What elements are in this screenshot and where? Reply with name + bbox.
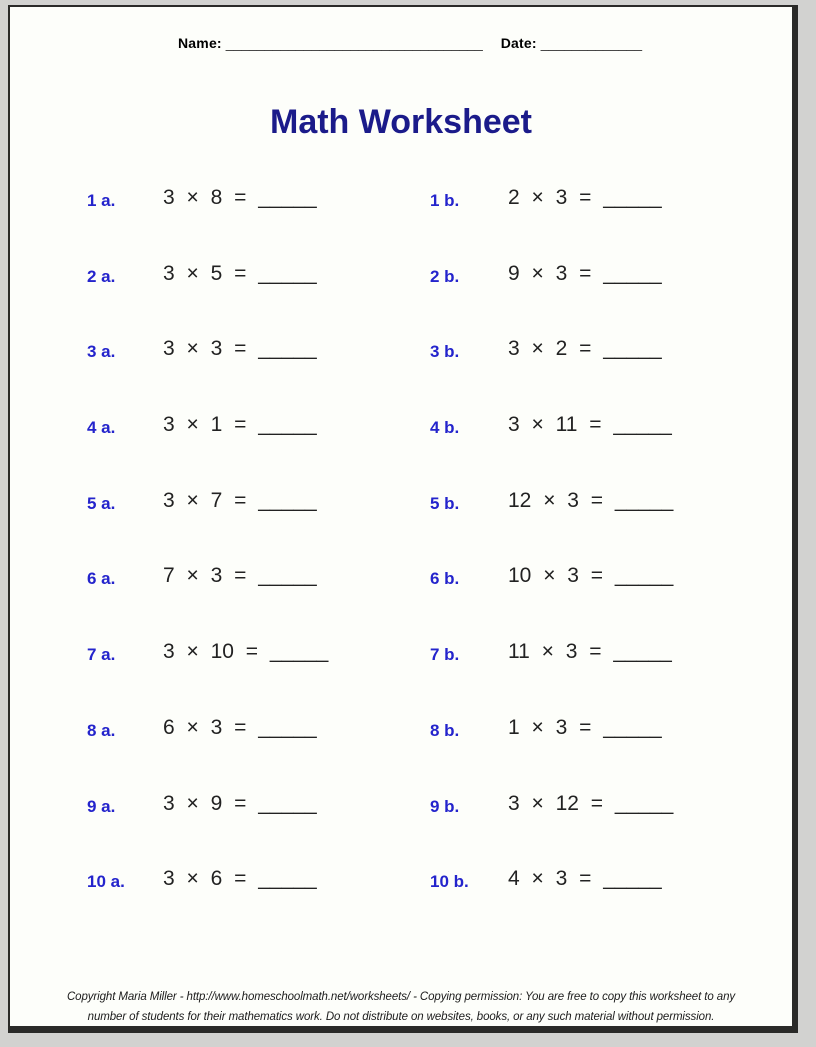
answer-blank[interactable]: _____ [258,791,317,815]
problems-grid [10,185,792,942]
problem-number-label: 1 b. [430,191,460,210]
answer-blank[interactable]: _____ [614,564,674,588]
answer-blank[interactable]: _____ [258,413,317,437]
answer-blank[interactable]: _____ [258,261,317,285]
problem-number-label: 8 a. [87,720,116,740]
answer-blank[interactable]: _____ [603,261,662,285]
answer-blank[interactable]: _____ [603,867,662,891]
problem-expression: 3 × 12 = [508,791,604,815]
name-label: Name: [178,35,222,51]
date-fill-line[interactable]: _____________ [540,35,642,51]
problem-row [10,866,792,942]
problem-expression: 12 × 3 = [508,488,604,512]
problem-number-label: 2 b. [430,266,460,286]
problem-number-label: 6 a. [87,569,116,589]
problem-number-label: 1 a. [87,191,116,210]
problem-cell [163,715,317,740]
problem-number-label: 4 a. [87,418,116,438]
answer-blank[interactable]: _____ [269,640,329,664]
problem-expression: 6 × 3 = [163,715,247,739]
answer-blank[interactable]: _____ [603,715,662,739]
problem-number-label: 7 b. [430,645,460,665]
problem-expression: 1 × 3 = [508,715,592,739]
problem-cell [163,791,317,816]
problem-number-label: 8 b. [430,720,460,740]
problem-row [10,488,792,564]
problem-cell [508,866,662,891]
problem-expression: 3 × 8 = [163,186,247,209]
answer-blank[interactable]: _____ [603,337,662,361]
problem-cell [163,563,317,588]
problem-expression: 3 × 1 = [163,413,247,437]
problem-cell [163,639,328,664]
problem-expression: 3 × 11 = [508,413,602,437]
copyright-footer [40,987,762,1027]
problem-row [10,261,792,337]
problem-cell [163,866,317,891]
problem-expression: 7 × 3 = [163,564,247,588]
problem-row [10,715,792,791]
answer-blank[interactable]: _____ [258,186,317,209]
problem-row [10,639,792,715]
problem-expression: 11 × 3 = [508,640,602,664]
problem-expression: 3 × 3 = [163,337,247,361]
problem-number-label: 10 a. [87,872,125,892]
answer-blank[interactable]: _____ [258,867,317,891]
problem-cell [163,185,317,210]
problem-number-label: 9 b. [430,796,460,816]
problem-number-label: 3 b. [430,342,460,362]
page-title: Math Worksheet [270,103,532,141]
problem-cell [508,185,662,210]
problem-cell [508,639,672,664]
problem-expression: 3 × 7 = [163,488,247,512]
problem-expression: 3 × 10 = [163,640,259,664]
problem-cell [508,791,673,816]
problem-row [10,791,792,867]
problem-number-label: 4 b. [430,418,460,438]
answer-blank[interactable]: _____ [258,337,317,361]
answer-blank[interactable]: _____ [258,715,317,739]
problem-cell [508,412,672,437]
problem-expression: 3 × 9 = [163,791,247,815]
answer-blank[interactable]: _____ [258,564,317,588]
problem-number-label: 10 b. [430,872,469,892]
problem-number-label: 5 b. [430,493,460,513]
problem-cell [508,488,673,513]
problem-number-label: 5 a. [87,493,116,513]
problem-expression: 2 × 3 = [508,186,592,209]
answer-blank[interactable]: _____ [613,413,672,437]
problem-expression: 9 × 3 = [508,261,592,285]
problem-expression: 3 × 5 = [163,261,247,285]
problem-cell [163,412,317,437]
answer-blank[interactable]: _____ [614,488,674,512]
worksheet-page [8,5,798,1033]
problem-expression: 3 × 6 = [163,867,247,891]
problem-number-label: 3 a. [87,342,116,362]
problem-number-label: 9 a. [87,796,116,816]
problem-cell [508,336,662,361]
problem-cell [163,336,317,361]
problem-expression: 4 × 3 = [508,867,592,891]
worksheet-header [178,35,642,51]
problem-cell [163,261,317,286]
problem-row [10,336,792,412]
problem-cell [508,715,662,740]
problem-expression: 3 × 2 = [508,337,592,361]
answer-blank[interactable]: _____ [613,640,672,664]
answer-blank[interactable]: _____ [258,488,317,512]
name-fill-line[interactable]: _________________________________ [225,35,483,51]
problem-cell [508,261,662,286]
copyright-line-2: number of students for their mathematics work. Do not distribute on websites, books, or any such material without permission. [87,1011,715,1023]
copyright-line-1: Copyright Maria Miller - http://www.homeschoolmath.net/worksheets/ - Copying permission: You are free to copy this worksheet to any [66,991,736,1003]
problem-row [10,563,792,639]
problem-number-label: 2 a. [87,266,116,286]
problem-row [10,412,792,488]
date-label: Date: [500,35,537,51]
answer-blank[interactable]: _____ [603,186,662,209]
problem-expression: 10 × 3 = [508,564,604,588]
problem-row [10,185,792,261]
problem-number-label: 7 a. [87,645,116,665]
answer-blank[interactable]: _____ [614,791,674,815]
problem-cell [508,563,673,588]
problem-cell [163,488,317,513]
problem-number-label: 6 b. [430,569,460,589]
